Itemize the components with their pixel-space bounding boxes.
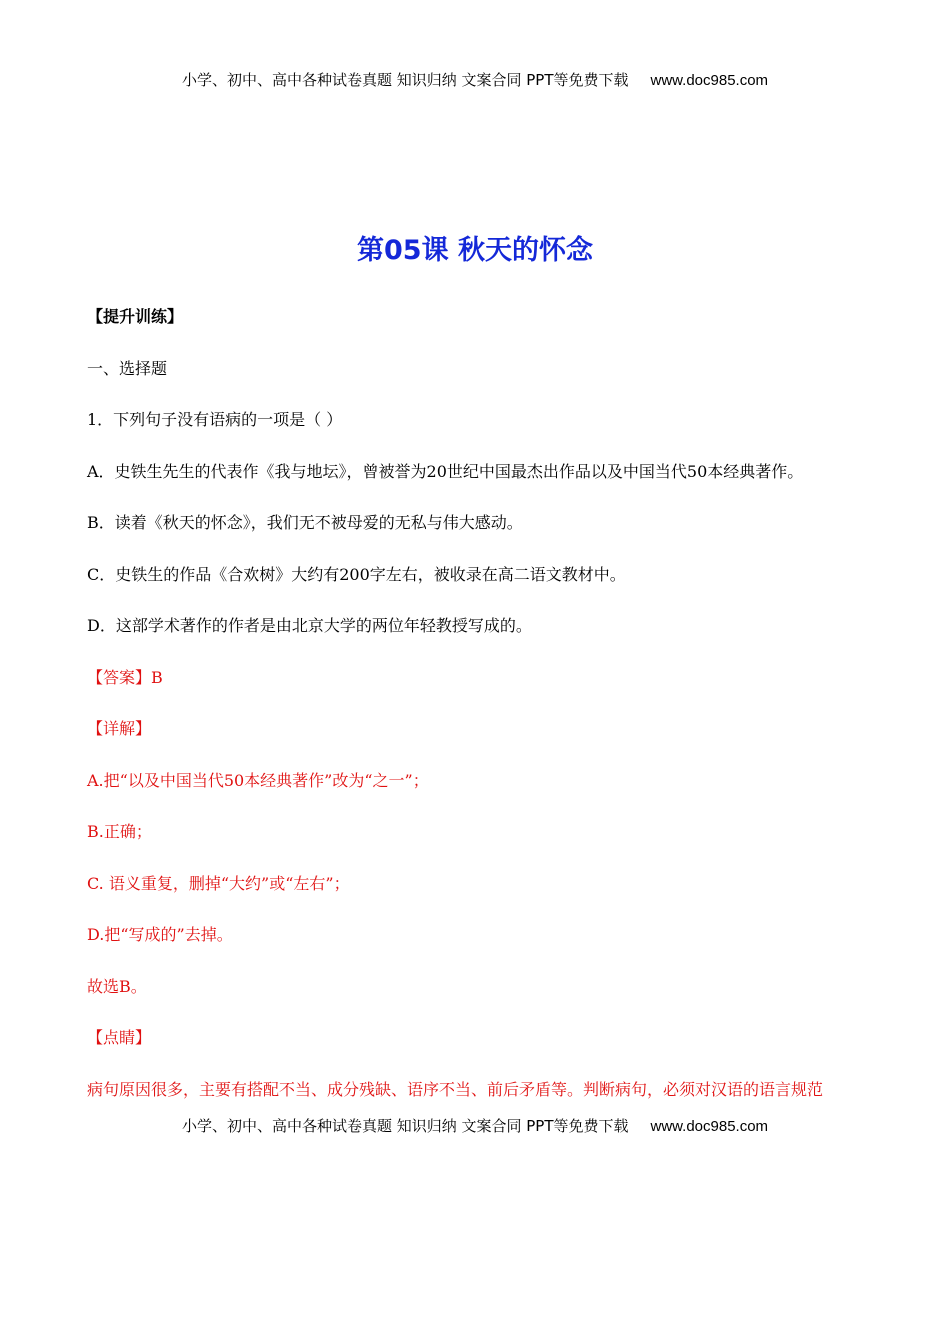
- section-label: 【提升训练】: [87, 307, 184, 326]
- detail-b: B.正确；: [87, 822, 152, 841]
- page-title: 第05课 秋天的怀念: [357, 235, 593, 266]
- option-b: B．读着《秋天的怀念》，我们无不被母爱的无私与伟大感动。: [87, 513, 523, 532]
- page-header: [0, 69, 950, 90]
- detail-conclusion: 故选B。: [87, 977, 147, 996]
- header-url[interactable]: www.doc985.com: [650, 72, 769, 89]
- detail-a: A.把“以及中国当代50本经典著作”改为“之一”；: [87, 771, 429, 790]
- detail-label: 【详解】: [87, 719, 152, 738]
- question-stem: 1．下列句子没有语病的一项是（ ）: [87, 410, 343, 429]
- tip-text: 病句原因很多，主要有搭配不当、成分残缺、语序不当、前后矛盾等。判断病句，必须对汉语的语言规范: [87, 1080, 824, 1099]
- detail-d: D.把“写成的”去掉。: [87, 925, 233, 944]
- header-text: 小学、初中、高中各种试卷真题 知识归纳 文案合同 PPT等免费下载: [181, 71, 629, 89]
- question-type: 一、选择题: [87, 359, 168, 378]
- answer-label: 【答案】B: [87, 668, 163, 687]
- option-c: C．史铁生的作品《合欢树》大约有200字左右，被收录在高二语文教材中。: [87, 565, 626, 584]
- option-d: D．这部学术著作的作者是由北京大学的两位年轻教授写成的。: [87, 616, 532, 635]
- detail-c: C. 语义重复，删掉“大约”或“左右”；: [87, 874, 350, 893]
- footer-url[interactable]: www.doc985.com: [650, 1118, 769, 1135]
- page-footer: [0, 1115, 950, 1136]
- tip-label: 【点睛】: [87, 1028, 152, 1047]
- footer-text: 小学、初中、高中各种试卷真题 知识归纳 文案合同 PPT等免费下载: [181, 1117, 629, 1135]
- option-a: A．史铁生先生的代表作《我与地坛》，曾被誉为20世纪中国最杰出作品以及中国当代50本经典著作。: [87, 462, 804, 481]
